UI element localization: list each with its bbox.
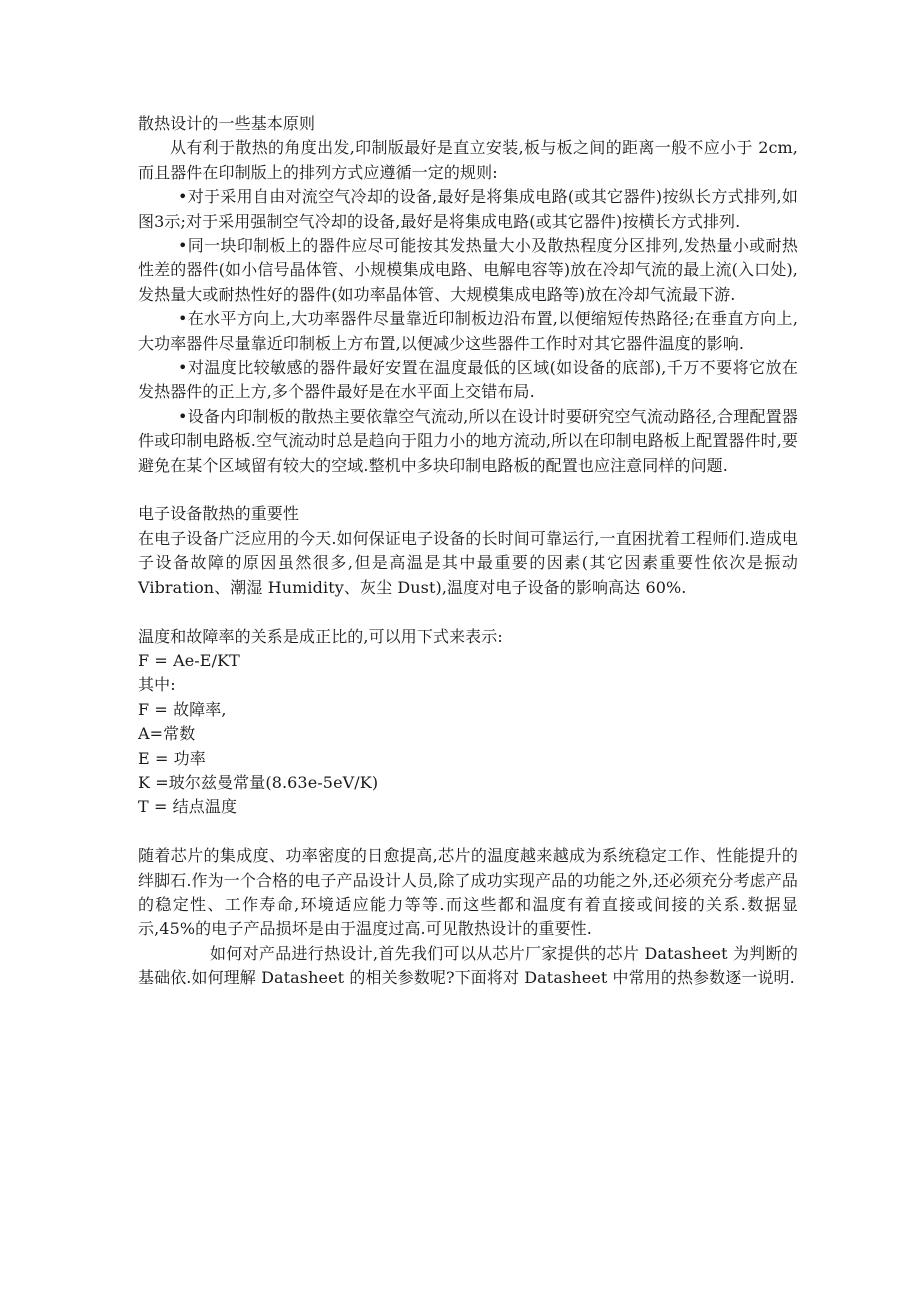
spacer (138, 820, 798, 844)
formula-equation: F = Ae-E/KT (138, 650, 240, 670)
section-title-importance: 电子设备散热的重要性 (138, 504, 300, 524)
document-page (138, 112, 798, 991)
spacer (138, 478, 798, 502)
intro-paragraph: 从有利于散热的角度出发,印制版最好是直立安装,板与板之间的距离一般不应小于 2cm,而且器件在印制版上的排列方式应遵循一定的规则: (138, 138, 798, 182)
bullet-item: •设备内印制板的散热主要依靠空气流动,所以在设计时要研究空气流动路径,合理配置器件或印制电路板.空气流动时总是趋向于阻力小的地方流动,所以在印制电路板上配置器件时,要避免在某个区域留有较大的空域.整机中多块印制电路板的配置也应注意同样的问题. (138, 406, 798, 475)
formula-where: 其中: (138, 675, 176, 695)
bullet-item: •在水平方向上,大功率器件尽量靠近印制板边沿布置,以便缩短传热路径;在垂直方向上,大功率器件尽量靠近印制板上方布置,以便减少这些器件工作时对其它器件温度的影响. (138, 309, 798, 353)
formula-definition: A=常数 (138, 724, 196, 744)
spacer (138, 600, 798, 624)
bullet-item: •同一块印制板上的器件应尽可能按其发热量大小及散热程度分区排列,发热量小或耐热性差的器件(如小信号晶体管、小规模集成电路、电解电容等)放在冷却气流的最上流(入口处),发热量大或耐热性好的器件(如功率晶体管、大规模集成电路等)放在冷却气流最下游. (138, 236, 798, 304)
section-title-heat-design: 散热设计的一些基本原则 (138, 114, 316, 133)
bullet-item: •对于采用自由对流空气冷却的设备,最好是将集成电路(或其它器件)按纵长方式排列,如图3示;对于采用强制空气冷却的设备,最好是将集成电路(或其它器件)按横长方式排列. (138, 187, 798, 231)
formula-intro: 温度和故障率的关系是成正比的,可以用下式来表示: (138, 626, 503, 646)
formula-definition: K =玻尔兹曼常量(8.63e-5eV/K) (138, 772, 379, 792)
chip-temperature-paragraph: 随着芯片的集成度、功率密度的日愈提高,芯片的温度越来越成为系统稳定工作、性能提升的绊脚石.作为一个合格的电子产品设计人员,除了成功实现产品的功能之外,还必须充分考虑产品的稳定性、工作寿命,环境适应能力等等.而这些都和温度有着直接或间接的关系.数据显示,45%的电子产品损坏是由于温度过高.可见散热设计的重要性. (138, 846, 798, 939)
formula-definition: T = 结点温度 (138, 797, 238, 817)
bullet-item: •对温度比较敏感的器件最好安置在温度最低的区域(如设备的底部),千万不要将它放在发热器件的正上方,多个器件最好是在水平面上交错布局. (138, 358, 798, 402)
formula-definition: E = 功率 (138, 748, 206, 768)
datasheet-paragraph: 如何对产品进行热设计,首先我们可以从芯片厂家提供的芯片 Datasheet 为判断的基础依.如何理解 Datasheet 的相关参数呢?下面将对 Datasheet 中常用的热参数逐一说明. (138, 943, 798, 988)
formula-definition: F = 故障率, (138, 699, 227, 719)
importance-paragraph: 在电子设备广泛应用的今天.如何保证电子设备的长时间可靠运行,一直困扰着工程师们.造成电子设备故障的原因虽然很多,但是高温是其中最重要的因素(其它因素重要性依次是振动 Vibration、潮湿 Humidity、灰尘 Dust),温度对电子设备的影响高达 60%. (138, 528, 798, 597)
